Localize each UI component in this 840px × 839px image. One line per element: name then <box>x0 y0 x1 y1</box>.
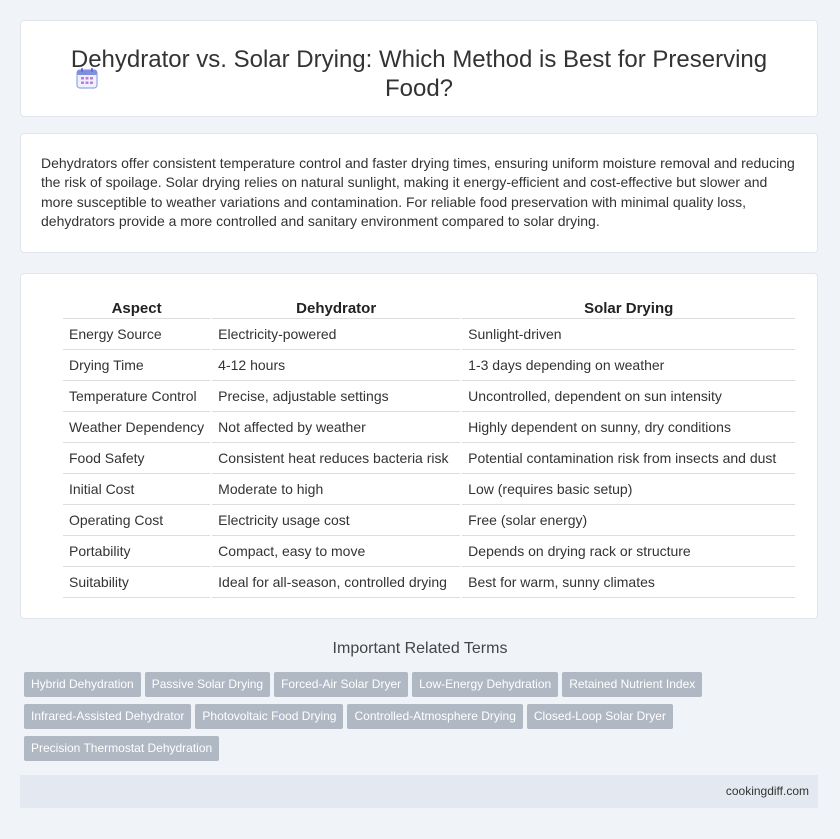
cell-solar-drying: Uncontrolled, dependent on sun intensity <box>461 381 795 412</box>
cell-solar-drying: Potential contamination risk from insects and dust <box>461 443 795 474</box>
header-aspect: Aspect <box>63 298 211 319</box>
related-terms-list <box>24 672 814 768</box>
cell-solar-drying: Best for warm, sunny climates <box>461 567 795 598</box>
cell-solar-drying: Sunlight-driven <box>461 319 795 350</box>
cell-dehydrator: 4-12 hours <box>211 350 461 381</box>
table-row <box>63 350 795 381</box>
cell-aspect: Weather Dependency <box>63 412 211 443</box>
cell-dehydrator: Electricity-powered <box>211 319 461 350</box>
related-term-tag[interactable]: Passive Solar Drying <box>145 672 270 697</box>
related-term-tag[interactable]: Controlled-Atmosphere Drying <box>347 704 522 729</box>
page-title: Dehydrator vs. Solar Drying: Which Method is Best for Preserving Food? <box>70 46 768 102</box>
table-row <box>63 474 795 505</box>
comparison-card <box>20 273 818 619</box>
cell-aspect: Food Safety <box>63 443 211 474</box>
cell-aspect: Operating Cost <box>63 505 211 536</box>
related-term-tag[interactable]: Retained Nutrient Index <box>562 672 702 697</box>
table-row <box>63 567 795 598</box>
table-row <box>63 443 795 474</box>
cell-solar-drying: Highly dependent on sunny, dry conditions <box>461 412 795 443</box>
footer-site[interactable]: cookingdiff.com <box>725 784 809 798</box>
cell-dehydrator: Consistent heat reduces bacteria risk <box>211 443 461 474</box>
header-dehydrator: Dehydrator <box>211 298 461 319</box>
cell-aspect: Initial Cost <box>63 474 211 505</box>
related-term-tag[interactable]: Forced-Air Solar Dryer <box>274 672 408 697</box>
cell-aspect: Drying Time <box>63 350 211 381</box>
intro-card <box>20 133 818 253</box>
related-term-tag[interactable]: Hybrid Dehydration <box>24 672 141 697</box>
cell-aspect: Suitability <box>63 567 211 598</box>
cell-solar-drying: 1-3 days depending on weather <box>461 350 795 381</box>
header-solar-drying: Solar Drying <box>461 298 795 319</box>
intro-paragraph: Dehydrators offer consistent temperature control and faster drying times, ensuring uniform moisture removal and reducing the risk of spoilage. Solar drying relies on natural sunlight, making it energy-efficient and cost-effective but slower and more susceptible to weather variations and contamination. For reliable food preservation with minimal quality loss, dehydrators provide a more controlled and sanitary environment compared to solar drying. <box>41 155 795 229</box>
table-row <box>63 412 795 443</box>
table-row <box>63 536 795 567</box>
related-term-tag[interactable]: Photovoltaic Food Drying <box>195 704 343 729</box>
footer <box>20 775 818 808</box>
cell-dehydrator: Moderate to high <box>211 474 461 505</box>
cell-aspect: Temperature Control <box>63 381 211 412</box>
cell-dehydrator: Precise, adjustable settings <box>211 381 461 412</box>
comparison-table <box>63 298 795 598</box>
related-term-tag[interactable]: Low-Energy Dehydration <box>412 672 558 697</box>
table-row <box>63 319 795 350</box>
cell-aspect: Energy Source <box>63 319 211 350</box>
table-row <box>63 505 795 536</box>
cell-solar-drying: Depends on drying rack or structure <box>461 536 795 567</box>
cell-dehydrator: Ideal for all-season, controlled drying <box>211 567 461 598</box>
cell-dehydrator: Electricity usage cost <box>211 505 461 536</box>
table-row <box>63 381 795 412</box>
cell-dehydrator: Compact, easy to move <box>211 536 461 567</box>
related-term-tag[interactable]: Closed-Loop Solar Dryer <box>527 704 673 729</box>
title-card <box>20 20 818 117</box>
related-term-tag[interactable]: Infrared-Assisted Dehydrator <box>24 704 191 729</box>
cell-aspect: Portability <box>63 536 211 567</box>
cell-solar-drying: Low (requires basic setup) <box>461 474 795 505</box>
cell-solar-drying: Free (solar energy) <box>461 505 795 536</box>
related-term-tag[interactable]: Precision Thermostat Dehydration <box>24 736 219 761</box>
table-header-row <box>63 298 795 319</box>
related-terms-title: Important Related Terms <box>332 640 508 657</box>
cell-dehydrator: Not affected by weather <box>211 412 461 443</box>
